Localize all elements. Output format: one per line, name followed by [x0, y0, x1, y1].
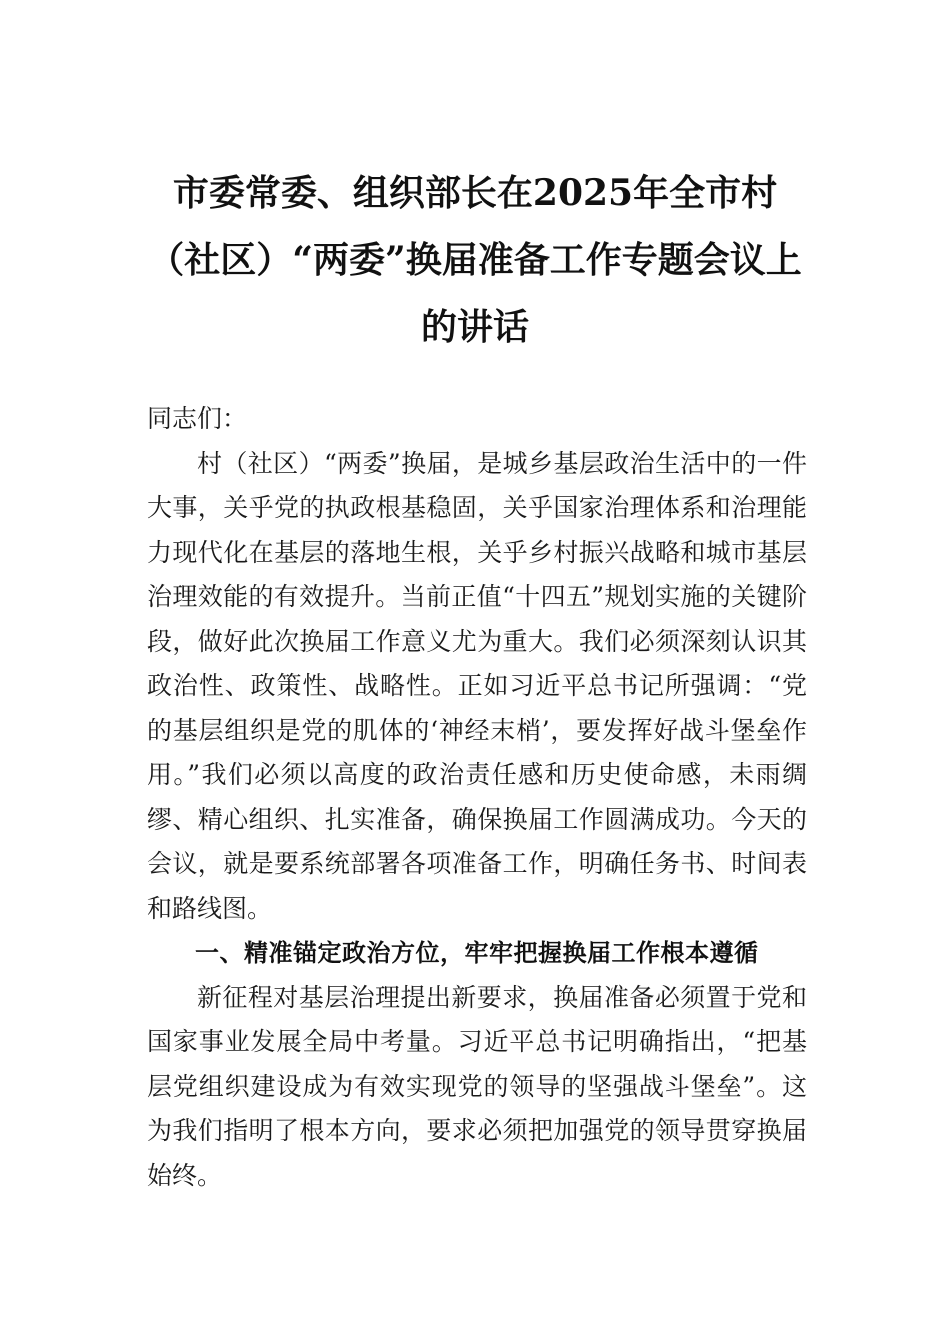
intro-paragraph: 村（社区）“两委”换届，是城乡基层政治生活中的一件大事，关乎党的执政根基稳固，关乎国家治理体系和治理能力现代化在基层的落地生根，关乎乡村振兴战略和城市基层治理效能的有效提升。当前正值“十四五”规划实施的关键阶段，做好此次换届工作意义尤为重大。我们必须深刻认识其政治性、政策性、战略性。正如习近平总书记所强调：“党的基层组织是党的肌体的‘神经末梢’，要发挥好战斗堡垒作用。”我们必须以高度的政治责任感和历史使命感，未雨绸缪、精心组织、扎实准备，确保换届工作圆满成功。今天的会议，就是要系统部署各项准备工作，明确任务书、时间表和路线图。 [147, 448, 807, 923]
section-heading: 一、精准锚定政治方位，牢牢把握换届工作根本遵循 [195, 939, 759, 967]
document-body [147, 397, 807, 1198]
document-title: 市委常委、组织部长在2025年全市村（社区）“两委”换届准备工作专题会议上的讲话 [148, 172, 802, 348]
salutation: 同志们： [147, 404, 248, 433]
section-paragraph: 新征程对基层治理提出新要求，换届准备必须置于党和国家事业发展全局中考量。习近平总书记明确指出，“把基层党组织建设成为有效实现党的领导的坚强战斗堡垒”。这为我们指明了根本方向，要求必须把加强党的领导贯穿换届始终。 [147, 982, 807, 1190]
